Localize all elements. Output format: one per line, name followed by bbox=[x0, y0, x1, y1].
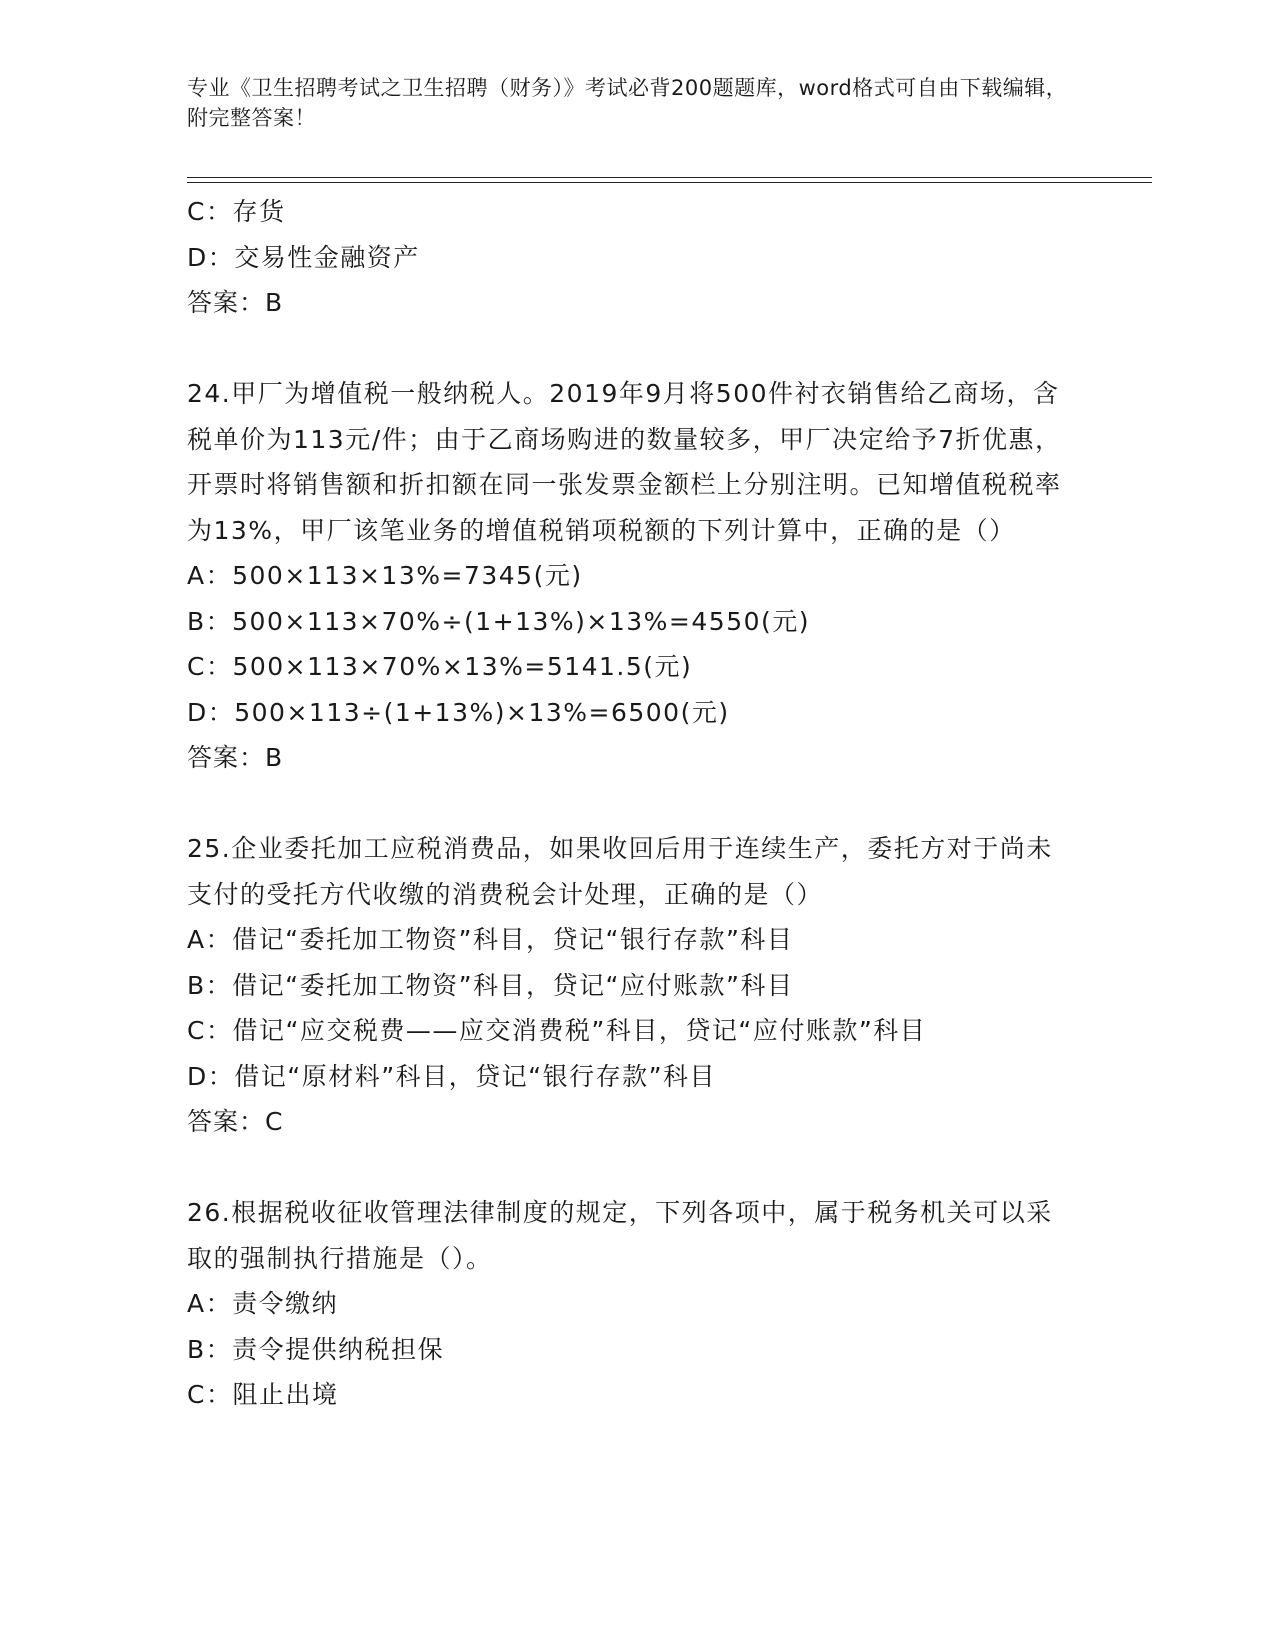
option-d: D：借记“原材料”科目，贷记“银行存款”科目 bbox=[187, 1061, 717, 1091]
question-24-stem: 24.甲厂为增值税一般纳税人。2019年9月将500件衬衣销售给乙商场，含税单价为113元/件；由于乙商场购进的数量较多，甲厂决定给予7折优惠，开票时将销售额和折扣额在同一张发票金额栏上分别注明。已知增值税税率为13%，甲厂该笔业务的增值税销项税额的下列计算中，正确的是（） bbox=[187, 379, 1062, 545]
option-c: C：存货 bbox=[187, 197, 286, 226]
option-c: C：借记“应交税费——应交消费税”科目，贷记“应付账款”科目 bbox=[187, 1016, 927, 1045]
option-a: A：借记“委托加工物资”科目，贷记“银行存款”科目 bbox=[187, 925, 794, 954]
page-header: 专业《卫生招聘考试之卫生招聘（财务）》考试必背200题题库，word格式可自由下载编辑，附完整答案！ bbox=[187, 76, 1068, 130]
option-c: C：阻止出境 bbox=[187, 1380, 339, 1409]
option-d: D：交易性金融资产 bbox=[187, 242, 420, 272]
option-b: B：借记“委托加工物资”科目，贷记“应付账款”科目 bbox=[187, 970, 794, 1000]
option-d: D：500×113÷(1+13%)×13%=6500(元) bbox=[187, 697, 730, 727]
header-divider-bottom bbox=[187, 182, 1152, 183]
option-b: B：责令提供纳税担保 bbox=[187, 1334, 445, 1364]
header-divider-top bbox=[187, 177, 1152, 178]
option-a: A：500×113×13%=7345(元) bbox=[187, 561, 583, 590]
question-25-stem: 25.企业委托加工应税消费品，如果收回后用于连续生产，委托方对于尚未支付的受托方代收缴的消费税会计处理，正确的是（） bbox=[187, 834, 1053, 909]
option-a: A：责令缴纳 bbox=[187, 1289, 339, 1318]
answer-line: 答案：B bbox=[187, 288, 284, 317]
question-26-stem: 26.根据税收征收管理法律制度的规定，下列各项中，属于税务机关可以采取的强制执行措施是（）。 bbox=[187, 1198, 1053, 1273]
option-c: C：500×113×70%×13%=5141.5(元) bbox=[187, 652, 693, 681]
option-b: B：500×113×70%÷(1+13%)×13%=4550(元) bbox=[187, 606, 811, 636]
answer-line: 答案：B bbox=[187, 743, 284, 772]
answer-line: 答案：C bbox=[187, 1107, 284, 1136]
question-list bbox=[187, 189, 1087, 1418]
